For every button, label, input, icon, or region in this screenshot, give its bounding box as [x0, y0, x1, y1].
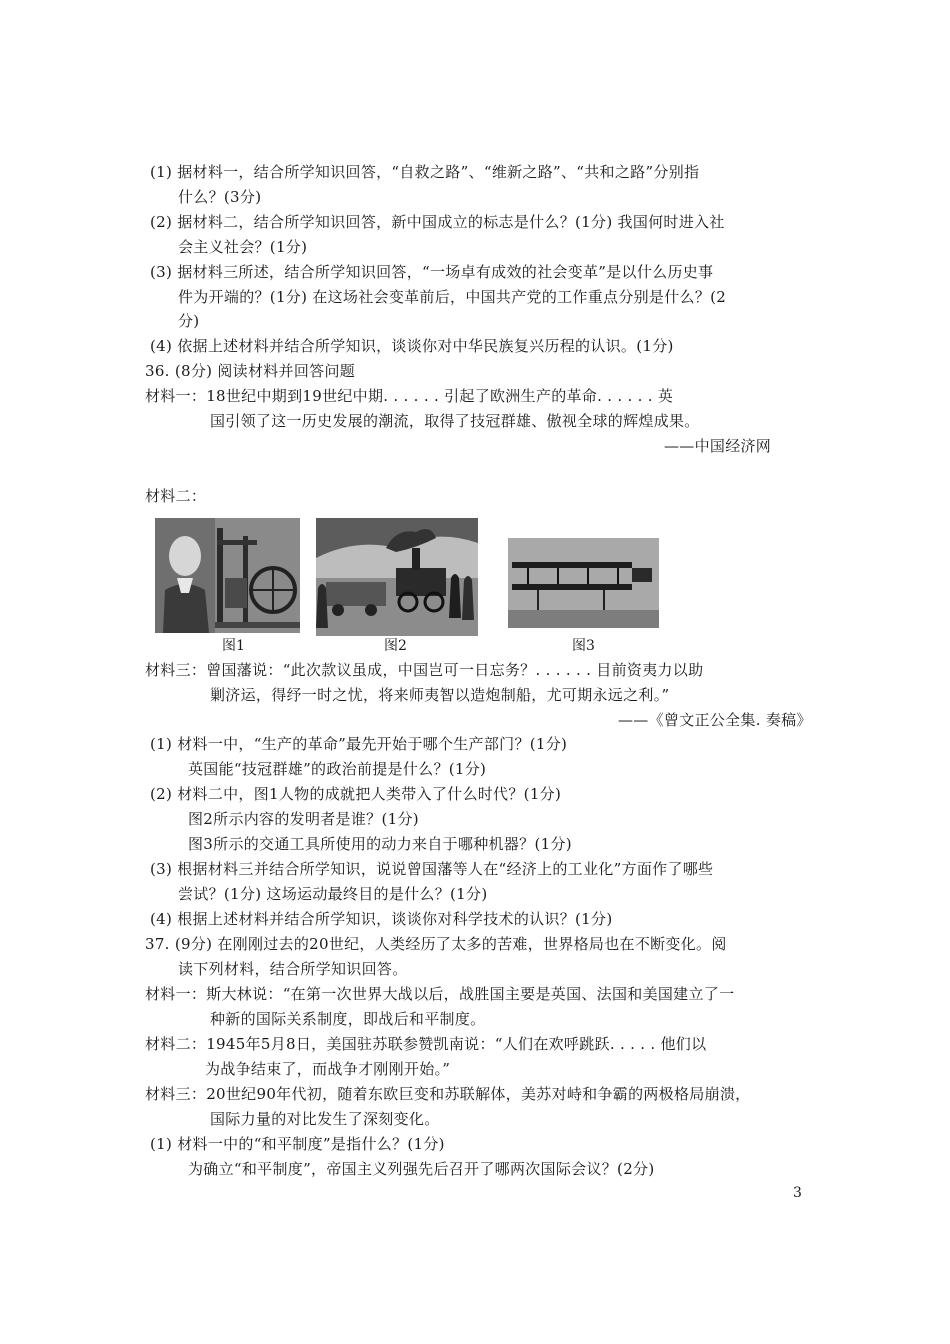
q35-subq-4: (4) 依据上述材料并结合所学知识，谈谈你对中华民族复兴历程的认识。(1分): [150, 337, 674, 355]
page-number: 3: [793, 1185, 803, 1201]
q36-subq-2-cont: 图2所示内容的发明者是谁？(1分): [188, 810, 419, 828]
q36-subq-1-cont: 英国能“技冠群雄”的政治前提是什么？(1分): [188, 760, 487, 778]
figure-1-caption: 图1: [222, 638, 245, 654]
figure-3-caption: 图3: [572, 638, 595, 654]
q37-material-2: 材料二：1945年5月8日，美国驻苏联参赞凯南说：“人们在欢呼跳跃. . . . . 他们以: [145, 1035, 707, 1053]
q37-header: 37. (9分) 在刚刚过去的20世纪，人类经历了太多的苦难，世界格局也在不断变化。阅: [145, 935, 727, 953]
figure-1-steam-engine: [155, 518, 300, 633]
q37-material-2-cont: 为战争结束了，而战争才刚刚开始。”: [205, 1060, 451, 1078]
q37-material-3: 材料三：20世纪90年代初，随着东欧巨变和苏联解体，美苏对峙和争霸的两极格局崩溃，: [145, 1085, 751, 1103]
q35-subq-2: (2) 据材料二，结合所学知识回答，新中国成立的标志是什么？(1分) 我国何时进入社: [150, 213, 725, 231]
q35-subq-3: (3) 据材料三所述，结合所学知识回答，“一场卓有成效的社会变革”是以什么历史事: [150, 263, 714, 281]
figure-2-locomotive: [316, 518, 478, 636]
q35-subq-2-cont: 会主义社会？(1分): [178, 238, 308, 256]
q35-subq-3-cont: 件为开端的？(1分) 在这场社会变革前后，中国共产党的工作重点分别是什么？(2: [178, 288, 727, 306]
q35-subq-3-cont2: 分): [178, 312, 200, 330]
q36-header: 36. (8分) 阅读材料并回答问题: [145, 362, 356, 380]
q37-material-1-cont: 种新的国际关系制度，即战后和平制度。: [210, 1010, 486, 1028]
q36-subq-2: (2) 材料二中，图1人物的成就把人类带入了什么时代？(1分): [150, 785, 562, 803]
q36-material-3-source: ——《曾文正公全集. 奏稿》: [618, 711, 812, 729]
q35-subq-1: (1) 据材料一，结合所学知识回答，“自救之路”、“维新之路”、“共和之路”分别指: [150, 163, 700, 181]
q36-material-1: 材料一：18世纪中期到19世纪中期. . . . . . 引起了欧洲生产的革命. . . . . . 英: [145, 387, 674, 405]
q36-subq-2-cont2: 图3所示的交通工具所使用的动力来自于哪种机器？(1分): [188, 835, 572, 853]
q35-subq-1-cont: 什么？(3分): [178, 188, 262, 206]
figure-3-airplane: [508, 538, 659, 628]
q36-material-2-label: 材料二：: [145, 487, 207, 505]
q36-subq-3-cont: 尝试？(1分) 这场运动最终目的是什么？(1分): [178, 885, 488, 903]
q37-subq-1: (1) 材料一中的“和平制度”是指什么？(1分): [150, 1135, 445, 1153]
q37-subq-1-cont: 为确立“和平制度”，帝国主义列强先后召开了哪两次国际会议？(2分): [188, 1160, 655, 1178]
q36-subq-1: (1) 材料一中，“生产的革命”最先开始于哪个生产部门？(1分): [150, 735, 568, 753]
q37-header-cont: 读下列材料，结合所学知识回答。: [178, 960, 408, 978]
q36-material-1-cont: 国引领了这一历史发展的潮流，取得了技冠群雄、傲视全球的辉煌成果。: [210, 412, 700, 430]
q36-material-1-source: ——中国经济网: [664, 437, 772, 455]
q36-subq-3: (3) 根据材料三并结合所学知识，说说曾国藩等人在“经济上的工业化”方面作了哪些: [150, 860, 714, 878]
q37-material-3-cont: 国际力量的对比发生了深刻变化。: [210, 1110, 440, 1128]
q36-material-3-cont: 剿济运，得纾一时之忧，将来师夷智以造炮制船，尤可期永远之利。”: [210, 686, 670, 704]
q36-subq-4: (4) 根据上述材料并结合所学知识，谈谈你对科学技术的认识？(1分): [150, 910, 613, 928]
figure-2-caption: 图2: [384, 638, 407, 654]
q37-material-1: 材料一：斯大林说：“在第一次世界大战以后，战胜国主要是英国、法国和美国建立了一: [145, 985, 735, 1003]
q36-material-3: 材料三：曾国藩说：“此次款议虽成，中国岂可一日忘务？. . . . . . 目前资夷力以助: [145, 661, 704, 679]
